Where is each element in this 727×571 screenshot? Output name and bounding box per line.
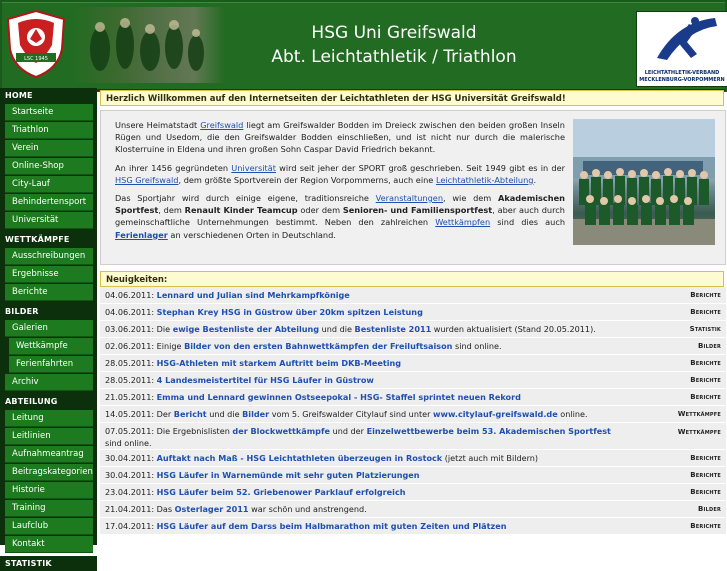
sidebar-section-wettkaempfe[interactable]: WETTKÄMPFE — [0, 232, 97, 247]
news-link[interactable]: der Blockwettkämpfe — [232, 426, 330, 436]
news-text-run: und die — [206, 409, 243, 419]
sidebar-section-statistik[interactable]: STATISTIK — [0, 556, 97, 571]
text-run: oder dem — [297, 205, 343, 216]
sidebar-item-ferienfahrten[interactable]: Ferienfahrten — [9, 356, 93, 373]
news-row — [100, 338, 726, 355]
text-run: sind dies auch — [490, 217, 566, 228]
sidebar-item-laufclub[interactable]: Laufclub — [5, 518, 93, 535]
news-date: 30.04.2011: — [105, 453, 157, 463]
news-date: 30.04.2011: — [105, 470, 157, 480]
header-photo — [70, 7, 225, 83]
news-text-run: wurden aktualisiert (Stand 20.05.2011). — [431, 324, 596, 334]
news-link[interactable]: HSG Läufer in Warnemünde mit sehr guten Platzierungen — [156, 470, 420, 480]
runner-icon — [637, 12, 727, 68]
news-link[interactable]: Bericht — [173, 409, 207, 419]
news-category-link[interactable]: Berichte — [690, 359, 721, 367]
news-text-run: und der — [330, 426, 367, 436]
news-link[interactable]: Osterlager 2011 — [174, 504, 249, 514]
news-link[interactable]: Lennard und Julian sind Mehrkampfkönige — [156, 290, 350, 300]
news-banner: Neuigkeiten: — [100, 271, 724, 287]
news-row — [100, 304, 726, 321]
news-link[interactable]: HSG Läufer beim 52. Griebenower Parklauf erfolgreich — [156, 487, 406, 497]
team-photo — [573, 119, 715, 245]
text-bold: Akademischen Sportfest — [115, 193, 565, 216]
news-row — [100, 518, 726, 535]
news-text-run: Die — [156, 324, 173, 334]
link-ferienlager[interactable]: Ferienlager — [115, 229, 168, 240]
news-date: 07.05.2011: — [105, 426, 157, 436]
text-run: liegt am Greifswalder Bodden im Dreieck zwischen den beiden großen Inseln Rügen und Usedom, die den Greifswalder Bodden einschließen, und ist nicht nur durch die malerische Klosterruine in Eldena und ihren großen Sohn Caspar David Friedrich bekannt. — [115, 120, 565, 155]
news-text — [105, 425, 625, 449]
club-crest-logo[interactable] — [4, 9, 68, 79]
sidebar-item-behindertensport[interactable]: Behindertensport — [5, 194, 93, 211]
news-text — [105, 409, 588, 419]
sidebar-item-online-shop[interactable]: Online-Shop — [5, 158, 93, 175]
news-text — [105, 453, 538, 463]
news-text-run: war schön und anstrengend. — [248, 504, 367, 514]
news-text — [105, 341, 502, 351]
news-date: 04.06.2011: — [105, 307, 157, 317]
news-category-link[interactable]: Berichte — [690, 291, 721, 299]
text-run: , aber auch durch gemeinschaftliche Unternehmungen bestimmt. Neben den zahlreichen — [115, 205, 565, 228]
crest-text: LSC 1945 — [24, 56, 48, 62]
sidebar-item-verein[interactable]: Verein — [5, 140, 93, 157]
news-category-link[interactable]: Wettkämpfe — [677, 428, 721, 436]
lvmv-logo[interactable] — [636, 11, 727, 87]
news-category-link[interactable]: Statistik — [689, 325, 721, 333]
news-category-link[interactable]: Berichte — [690, 488, 721, 496]
news-date: 04.06.2011: — [105, 290, 157, 300]
news-link[interactable]: 4 Landesmeistertitel für HSG Läufer in Güstrow — [156, 375, 374, 385]
news-link[interactable]: Stephan Krey HSG in Güstrow über 20km spitzen Leistung — [156, 307, 423, 317]
news-category-link[interactable]: Berichte — [690, 454, 721, 462]
news-text-run: (jetzt auch mit Bildern) — [442, 453, 539, 463]
sidebar-section-bilder[interactable]: BILDER — [0, 304, 97, 319]
sidebar-item-galerien[interactable]: Galerien — [5, 320, 93, 337]
news-row — [100, 484, 726, 501]
news-text — [105, 307, 423, 317]
news-row — [100, 287, 726, 304]
news-category-link[interactable]: Berichte — [690, 393, 721, 401]
news-text-run: vom 5. Greifswalder Citylauf sind unter — [269, 409, 433, 419]
news-link[interactable]: Bilder — [242, 409, 270, 419]
news-text-run: Das — [156, 504, 175, 514]
news-date: 28.05.2011: — [105, 375, 157, 385]
sidebar-item-archiv[interactable]: Archiv — [5, 374, 93, 391]
text-run: , wie dem — [443, 193, 498, 204]
news-text — [105, 487, 406, 497]
news-text — [105, 375, 374, 385]
text-run: . — [533, 174, 537, 185]
link-wettkaempfe[interactable]: Wettkämpfen — [435, 217, 491, 228]
news-category-link[interactable]: Bilder — [698, 342, 721, 350]
main-content — [100, 88, 727, 545]
news-text — [105, 290, 350, 300]
news-text — [105, 324, 596, 334]
text-run: , dem größte Sportverein der Region Vorpommerns, auch eine — [178, 174, 436, 185]
text-run: Das Sportjahr wird durch einige eigene, traditionsreiche — [115, 193, 376, 204]
news-text-run: Einige — [156, 341, 185, 351]
news-row — [100, 321, 726, 338]
news-link[interactable]: HSG-Athleten mit starkem Auftritt beim DKB-Meeting — [156, 358, 402, 368]
news-row — [100, 355, 726, 372]
text-run: , dem — [158, 205, 185, 216]
news-text — [105, 358, 401, 368]
link-leichtathletik-abteilung[interactable]: Leichtathletik-Abteilung — [435, 174, 534, 185]
news-text-run: sind online. — [452, 341, 502, 351]
news-category-link[interactable]: Berichte — [690, 471, 721, 479]
text-run: an verschiedenen Orten in Deutschland. — [167, 229, 336, 240]
sidebar-section-abteilung[interactable]: ABTEILUNG — [0, 394, 97, 409]
news-date: 02.06.2011: — [105, 341, 157, 351]
news-date: 14.05.2011: — [105, 409, 157, 419]
sidebar-item-training[interactable]: Training — [5, 500, 93, 517]
news-link[interactable]: Auftakt nach Maß - HSG Leichtathleten überzeugen in Rostock — [156, 453, 443, 463]
welcome-box — [100, 110, 726, 265]
news-date: 03.06.2011: — [105, 324, 157, 334]
text-run: Unsere Heimatstadt — [115, 120, 201, 130]
text-run: wird seit jeher der SPORT groß geschrieben. Seit 1949 gibt es in der — [275, 162, 566, 173]
news-text-run: sind online. — [105, 438, 152, 448]
news-text-run: Die Ergebnislisten — [156, 426, 233, 436]
welcome-paragraph-1 — [115, 119, 565, 156]
news-row — [100, 450, 726, 467]
sidebar-item-aufnahmeantrag[interactable]: Aufnahmeantrag — [5, 446, 93, 463]
welcome-banner: Herzlich Willkommen auf den Internetseiten der Leichtathleten der HSG Universität Greifswald! — [100, 90, 724, 106]
sidebar-item-ausschreibungen[interactable]: Ausschreibungen — [5, 248, 93, 265]
sidebar-item-kontakt[interactable]: Kontakt — [5, 536, 93, 553]
news-date: 17.04.2011: — [105, 521, 157, 531]
link-universitaet[interactable]: Universität — [231, 162, 276, 173]
lvmv-logo-text-1: LEICHTATHLETIK-VERBAND — [644, 70, 720, 76]
news-list — [100, 287, 726, 535]
sidebar-item-startseite[interactable]: Startseite — [5, 104, 93, 121]
sidebar-nav — [0, 88, 97, 568]
news-row — [100, 406, 726, 423]
sidebar-section-home[interactable]: HOME — [0, 88, 97, 103]
news-text-run: online. — [557, 409, 588, 419]
site-title-line2: Abt. Leichtathletik / Triathlon — [271, 47, 517, 67]
text-bold: Renault Kinder Teamcup — [184, 205, 298, 216]
news-date: 28.05.2011: — [105, 358, 157, 368]
news-date: 21.04.2011: — [105, 504, 157, 514]
news-row — [100, 501, 726, 518]
news-link[interactable]: ewige Bestenliste der Abteilung — [172, 324, 320, 334]
text-bold: Senioren- und Familiensportfest — [342, 205, 493, 216]
link-hsg-greifswald[interactable]: HSG Greifswald — [115, 174, 179, 185]
news-link[interactable]: Bestenliste 2011 — [354, 324, 432, 334]
news-row — [100, 389, 726, 406]
welcome-text — [115, 119, 565, 247]
sidebar-item-triathlon[interactable]: Triathlon — [5, 122, 93, 139]
sidebar-item-beitragskategorien[interactable]: Beitragskategorien — [5, 464, 93, 481]
site-header — [0, 0, 727, 92]
sidebar-item-berichte[interactable]: Berichte — [5, 284, 93, 301]
news-link[interactable]: Einzelwettbewerbe beim 53. Akademischen Sportfest — [366, 426, 611, 436]
news-text-run: Der — [156, 409, 174, 419]
news-link[interactable]: HSG Läufer auf dem Darss beim Halbmarathon mit guten Zeiten und Plätzen — [156, 521, 507, 531]
welcome-paragraph-3 — [115, 192, 565, 241]
news-link[interactable]: www.citylauf-greifswald.de — [433, 409, 558, 419]
news-category-link[interactable]: Bilder — [698, 505, 721, 513]
news-date: 21.05.2011: — [105, 392, 157, 402]
sidebar-item-leitung[interactable]: Leitung — [5, 410, 93, 427]
news-text — [105, 521, 506, 531]
news-text-run: und die — [319, 324, 355, 334]
header-bar — [2, 2, 725, 91]
news-row — [100, 467, 726, 484]
news-row — [100, 423, 726, 450]
news-text — [105, 504, 367, 514]
site-title-line1: HSG Uni Greifswald — [311, 23, 477, 43]
sidebar-item-historie[interactable]: Historie — [5, 482, 93, 499]
sidebar-item-city-lauf[interactable]: City-Lauf — [5, 176, 93, 193]
sidebar-item-universitaet[interactable]: Universität — [5, 212, 93, 229]
news-link[interactable]: Emma und Lennard gewinnen Ostseepokal - HSG- Staffel sprintet neuen Rekord — [156, 392, 521, 402]
news-text — [105, 392, 521, 402]
news-row — [100, 372, 726, 389]
link-veranstaltungen[interactable]: Veranstaltungen — [375, 193, 444, 204]
news-category-link[interactable]: Wettkämpfe — [677, 410, 721, 418]
link-greifswald[interactable]: Greifswald — [200, 120, 244, 130]
sidebar-item-wettkaempfe-bilder[interactable]: Wettkämpfe — [9, 338, 93, 355]
site-title — [234, 21, 554, 69]
welcome-paragraph-2 — [115, 162, 565, 186]
news-date: 23.04.2011: — [105, 487, 157, 497]
sidebar-item-ergebnisse[interactable]: Ergebnisse — [5, 266, 93, 283]
news-category-link[interactable]: Berichte — [690, 376, 721, 384]
news-link[interactable]: Bilder von den ersten Bahnwettkämpfen der Freiluftsaison — [184, 341, 453, 351]
lvmv-logo-text-2: MECKLENBURG-VORPOMMERN — [639, 77, 725, 83]
news-text — [105, 470, 420, 480]
sidebar-item-leitlinien[interactable]: Leitlinien — [5, 428, 93, 445]
text-run: An ihrer 1456 gegründeten — [115, 162, 232, 173]
news-category-link[interactable]: Berichte — [690, 522, 721, 530]
news-category-link[interactable]: Berichte — [690, 308, 721, 316]
